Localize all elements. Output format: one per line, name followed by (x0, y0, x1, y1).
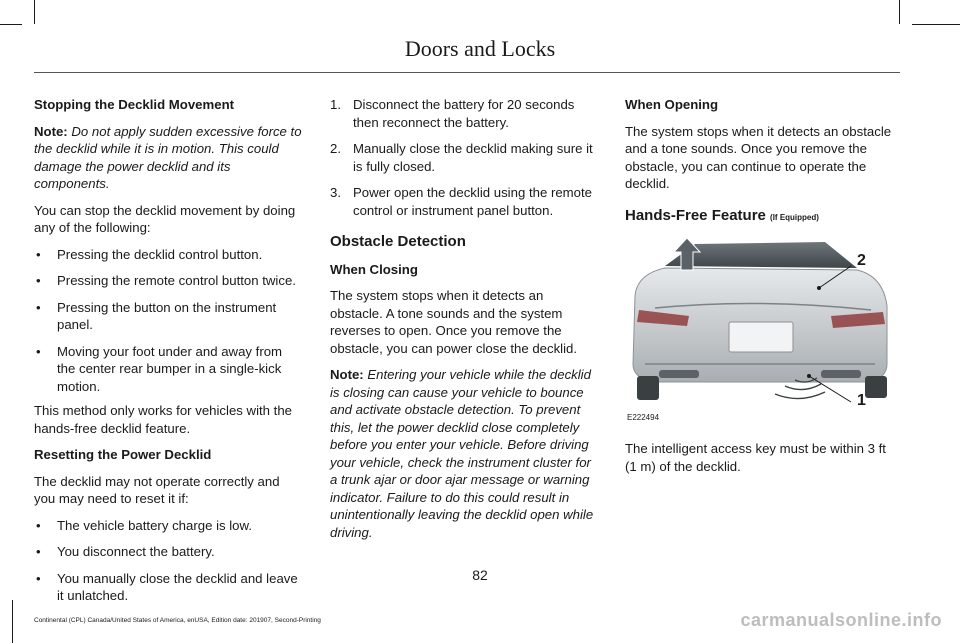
reset-steps (330, 96, 598, 219)
step-number: 3. (330, 185, 341, 200)
heading-stopping-decklid: Stopping the Decklid Movement (34, 97, 235, 112)
list-item: • Pressing the remote control button twice. (34, 272, 302, 290)
reset-list (34, 517, 302, 605)
heading-obstacle-detection: Obstacle Detection (330, 233, 466, 250)
list-item: • The vehicle battery charge is low. (34, 517, 302, 535)
step-number: 1. (330, 97, 341, 112)
stop-list (34, 246, 302, 396)
license-plate (729, 322, 793, 352)
key-distance-text: The intelligent access key must be within 3 ft (1 m) of the decklid. (625, 441, 886, 474)
right-wheel (865, 376, 887, 398)
callout-dot-2 (817, 286, 821, 290)
list-item: • You manually close the decklid and leave it unlatched. (34, 570, 302, 605)
sensor-arc-icon (785, 384, 821, 390)
note-label: Note: (34, 123, 68, 139)
column-2 (330, 96, 598, 550)
step-text: Disconnect the battery for 20 seconds then reconnect the battery. (353, 97, 575, 130)
page-number: 82 (472, 567, 488, 583)
crop-mark (0, 24, 22, 25)
heading-resetting-decklid: Resetting the Power Decklid (34, 447, 212, 462)
sensor-arc-icon (775, 392, 825, 399)
crop-mark (912, 24, 960, 25)
note-paragraph (34, 123, 302, 193)
opening-text: The system stops when it detects an obstacle and a tone sounds. Once you remove the obstacle, you can continue to operate the decklid. (625, 123, 892, 191)
hands-free-figure (625, 236, 893, 426)
heading-when-closing: When Closing (330, 261, 418, 277)
right-exhaust (821, 370, 861, 378)
car-rear-illustration (625, 236, 893, 426)
list-item: • Pressing the button on the instrument panel. (34, 299, 302, 334)
callout-1: 1 (857, 392, 866, 409)
crop-mark (899, 0, 900, 24)
step-number: 2. (330, 141, 341, 156)
figure-code: E222494 (627, 412, 660, 422)
stop-intro: You can stop the decklid movement by doing any of the following: (34, 202, 296, 235)
closing-text: The system stops when it detects an obstacle. A tone sounds and the system reverses to open. Once you remove the obstacle, you can power close the decklid. (330, 288, 578, 356)
handsfree-only-text: This method only works for vehicles with the hands-free decklid feature. (34, 403, 292, 436)
note-label: Note: (330, 367, 364, 382)
step-text: Manually close the decklid making sure it is fully closed. (353, 141, 593, 174)
heading-when-opening: When Opening (625, 97, 719, 112)
heading-hands-free (625, 207, 893, 227)
list-item: • You disconnect the battery. (34, 543, 302, 561)
callout-2: 2 (857, 252, 866, 269)
column-3 (625, 96, 893, 484)
step-text: Power open the decklid using the remote control or instrument panel button. (353, 185, 592, 218)
list-item (330, 96, 598, 131)
crop-mark (34, 0, 35, 24)
list-item (330, 184, 598, 219)
reset-intro: The decklid may not operate correctly and you may need to reset it if: (34, 473, 280, 506)
heading-hands-free-label: Hands-Free Feature (625, 206, 766, 224)
left-exhaust (659, 370, 699, 378)
list-item: • Pressing the decklid control button. (34, 246, 302, 264)
note-text: Entering your vehicle while the decklid is closing can cause your vehicle to bounce and activate obstacle detection. To prevent this, let the power decklid close completely before you enter your vehicle. Before driving your vehicle, check the instrument cluster for a trunk ajar or door ajar message or warning indicator. Failure to do this could result in unintentionally leaving the decklid open while driving. (330, 367, 594, 540)
note-text: Do not apply sudden excessive force to the decklid while it is in motion. This could damage the power decklid and its components. (34, 123, 302, 191)
crop-mark (12, 600, 13, 643)
column-1 (34, 96, 302, 614)
left-wheel (637, 376, 659, 400)
list-item: • Moving your foot under and away from the center rear bumper in a single-kick motion. (34, 343, 302, 396)
watermark: carmanualsonline.info (740, 610, 942, 630)
if-equipped-label: (If Equipped) (770, 212, 819, 222)
page-title: Doors and Locks (404, 36, 556, 61)
callout-dot-1 (807, 374, 811, 378)
header-divider (34, 72, 900, 73)
edition-info: Continental (CPL) Canada/United States of America, enUSA, Edition date: 201907, Second-Printing (34, 617, 321, 624)
note-paragraph (330, 366, 598, 541)
list-item (330, 140, 598, 175)
